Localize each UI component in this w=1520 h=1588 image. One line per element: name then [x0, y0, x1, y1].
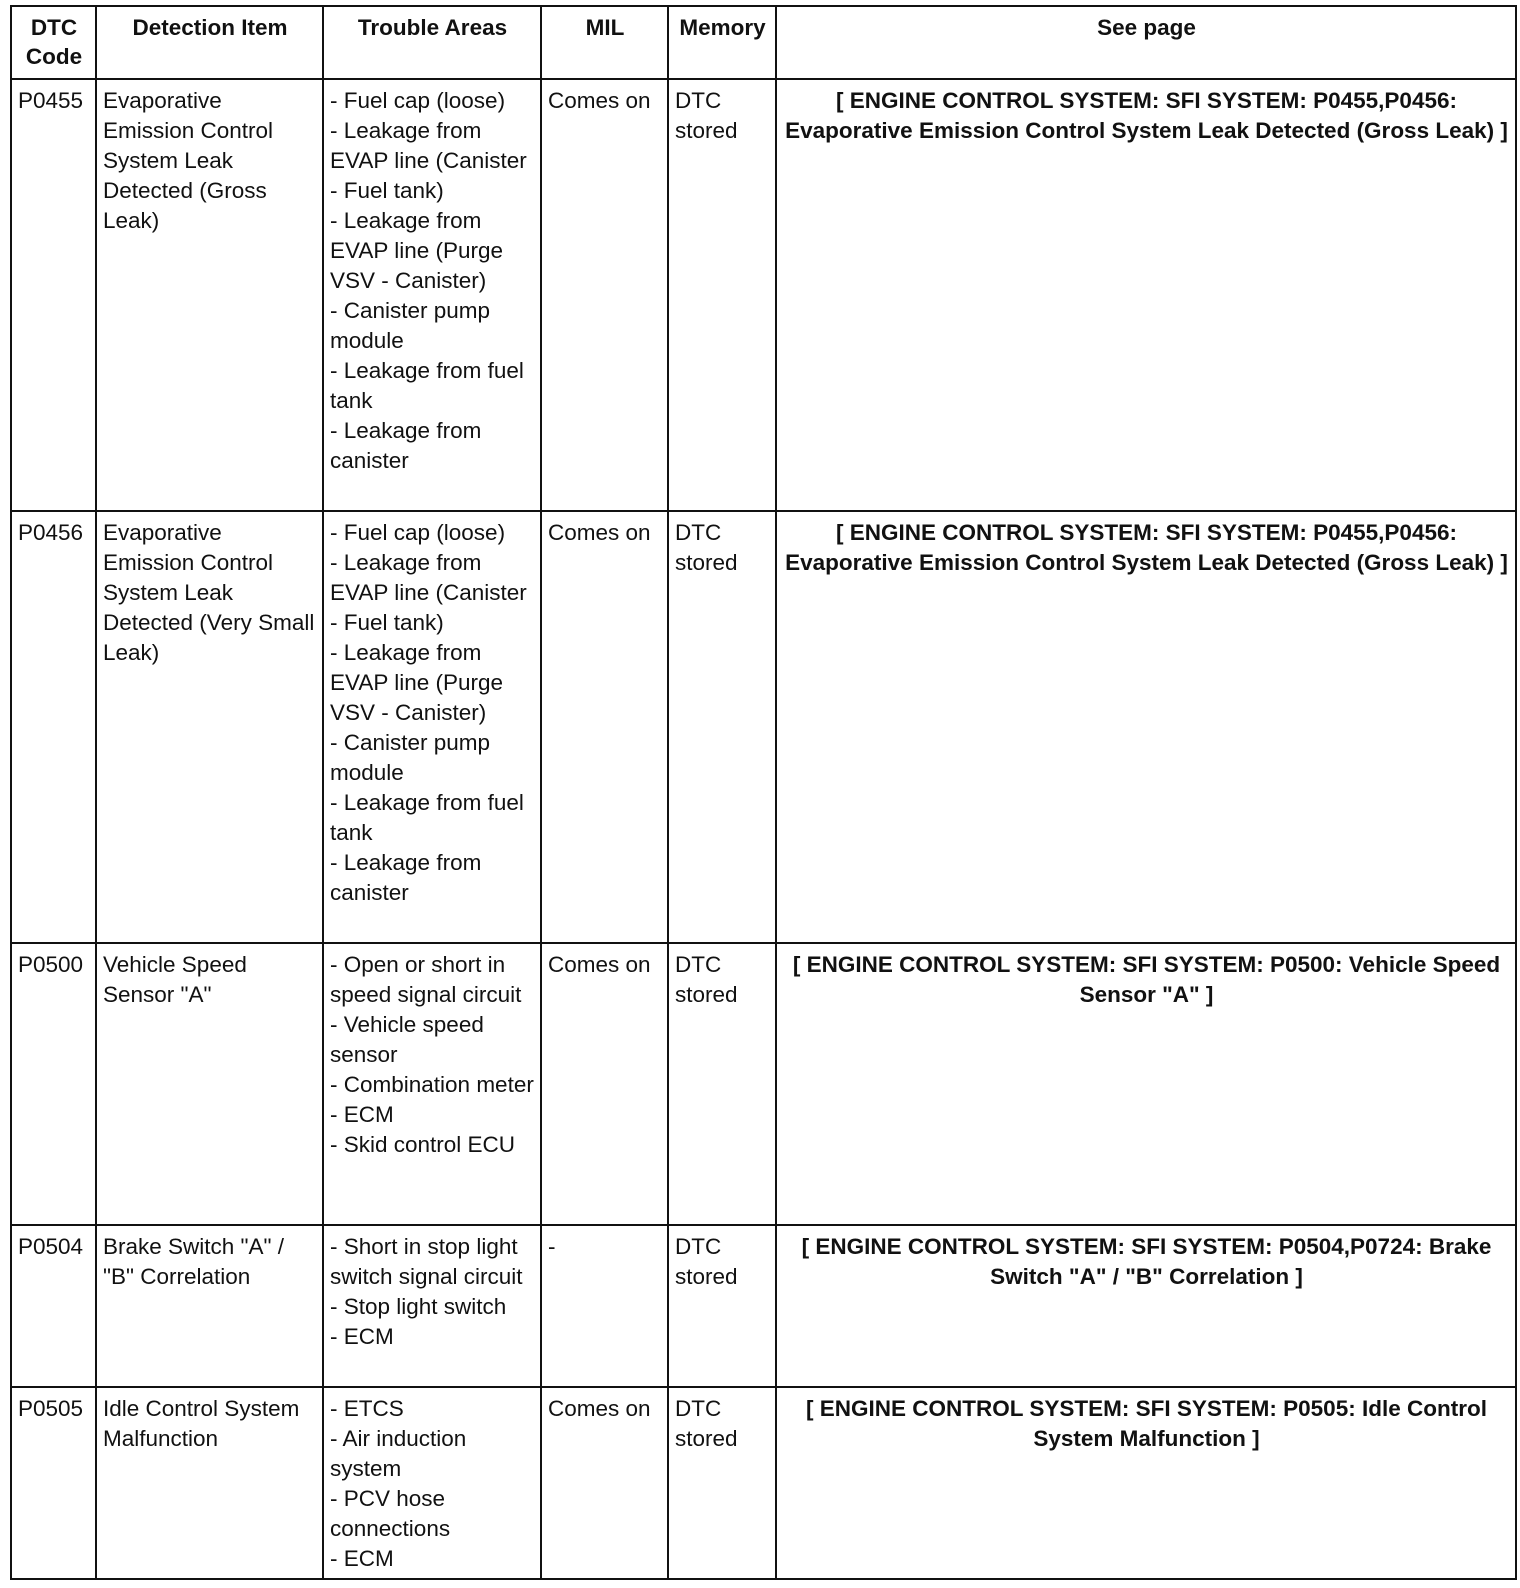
see-page-link[interactable]: [ ENGINE CONTROL SYSTEM: SFI SYSTEM: P0455,P0456: Evaporative Emission Control System Leak Detected (Gross Leak) ] — [776, 511, 1516, 943]
trouble-areas-cell — [323, 1225, 541, 1387]
table-row — [11, 1225, 1516, 1387]
trouble-areas-cell — [323, 943, 541, 1225]
trouble-area-item: - Fuel cap (loose) — [330, 88, 506, 113]
dtc-code-cell: P0505 — [11, 1387, 96, 1579]
header-mil: MIL — [541, 6, 668, 79]
trouble-area-item: - Air induction system — [330, 1426, 467, 1481]
detection-item-cell: Idle Control System Malfunction — [96, 1387, 323, 1579]
trouble-areas-cell — [323, 511, 541, 943]
mil-cell: - — [541, 1225, 668, 1387]
trouble-area-item: - Leakage from canister — [330, 418, 482, 473]
trouble-area-item: - ECM — [330, 1546, 394, 1571]
memory-cell: DTC stored — [668, 1225, 776, 1387]
header-detection-item: Detection Item — [96, 6, 323, 79]
trouble-area-item: - Leakage from EVAP line (Canister - Fuel tank) — [330, 550, 527, 635]
mil-cell: Comes on — [541, 511, 668, 943]
mil-cell: Comes on — [541, 79, 668, 511]
trouble-area-item: - Leakage from fuel tank — [330, 790, 524, 845]
trouble-area-item: - Leakage from EVAP line (Purge VSV - Canister) — [330, 208, 504, 293]
header-dtc-code — [11, 6, 96, 79]
trouble-area-item: - Short in stop light switch signal circuit — [330, 1234, 523, 1289]
memory-cell: DTC stored — [668, 511, 776, 943]
trouble-area-item: - Vehicle speed sensor — [330, 1012, 484, 1067]
detection-item-cell: Brake Switch "A" / "B" Correlation — [96, 1225, 323, 1387]
table-row — [11, 943, 1516, 1225]
memory-cell: DTC stored — [668, 1387, 776, 1579]
mil-cell: Comes on — [541, 1387, 668, 1579]
trouble-area-item: - Fuel cap (loose) — [330, 520, 506, 545]
trouble-area-item: - ETCS — [330, 1396, 404, 1421]
trouble-area-item: - Canister pump module — [330, 730, 491, 785]
header-memory: Memory — [668, 6, 776, 79]
mil-cell: Comes on — [541, 943, 668, 1225]
detection-item-cell: Vehicle Speed Sensor "A" — [96, 943, 323, 1225]
dtc-code-cell: P0504 — [11, 1225, 96, 1387]
trouble-area-item: - Skid control ECU — [330, 1132, 516, 1157]
trouble-area-item: - ECM — [330, 1324, 394, 1349]
header-trouble-areas: Trouble Areas — [323, 6, 541, 79]
table-row — [11, 1387, 1516, 1579]
see-page-link[interactable]: [ ENGINE CONTROL SYSTEM: SFI SYSTEM: P0455,P0456: Evaporative Emission Control System Leak Detected (Gross Leak) ] — [776, 79, 1516, 511]
table-row — [11, 79, 1516, 511]
trouble-area-item: - PCV hose connections — [330, 1486, 451, 1541]
detection-item-cell: Evaporative Emission Control System Leak Detected (Very Small Leak) — [96, 511, 323, 943]
dtc-code-cell: P0456 — [11, 511, 96, 943]
see-page-link[interactable]: [ ENGINE CONTROL SYSTEM: SFI SYSTEM: P0500: Vehicle Speed Sensor "A" ] — [776, 943, 1516, 1225]
trouble-area-item: - Leakage from EVAP line (Canister - Fuel tank) — [330, 118, 527, 203]
see-page-link[interactable]: [ ENGINE CONTROL SYSTEM: SFI SYSTEM: P0505: Idle Control System Malfunction ] — [776, 1387, 1516, 1579]
trouble-area-item: - Leakage from fuel tank — [330, 358, 524, 413]
memory-cell: DTC stored — [668, 943, 776, 1225]
trouble-areas-cell — [323, 1387, 541, 1579]
dtc-code-cell: P0500 — [11, 943, 96, 1225]
trouble-area-item: - Open or short in speed signal circuit — [330, 952, 522, 1007]
header-dtc-code-line-1: DTC — [30, 15, 78, 40]
trouble-area-item: - Leakage from EVAP line (Purge VSV - Canister) — [330, 640, 504, 725]
trouble-area-item: - ECM — [330, 1102, 394, 1127]
header-row — [11, 6, 1516, 79]
memory-cell: DTC stored — [668, 79, 776, 511]
header-see-page: See page — [776, 6, 1516, 79]
see-page-link[interactable]: [ ENGINE CONTROL SYSTEM: SFI SYSTEM: P0504,P0724: Brake Switch "A" / "B" Correlation ] — [776, 1225, 1516, 1387]
dtc-table — [10, 5, 1517, 1580]
trouble-area-item: - Canister pump module — [330, 298, 491, 353]
trouble-area-item: - Leakage from canister — [330, 850, 482, 905]
trouble-areas-cell — [323, 79, 541, 511]
dtc-code-cell: P0455 — [11, 79, 96, 511]
table-row — [11, 511, 1516, 943]
detection-item-cell: Evaporative Emission Control System Leak Detected (Gross Leak) — [96, 79, 323, 511]
trouble-area-item: - Combination meter — [330, 1072, 534, 1097]
header-dtc-code-line-2: Code — [25, 44, 83, 69]
trouble-area-item: - Stop light switch — [330, 1294, 507, 1319]
